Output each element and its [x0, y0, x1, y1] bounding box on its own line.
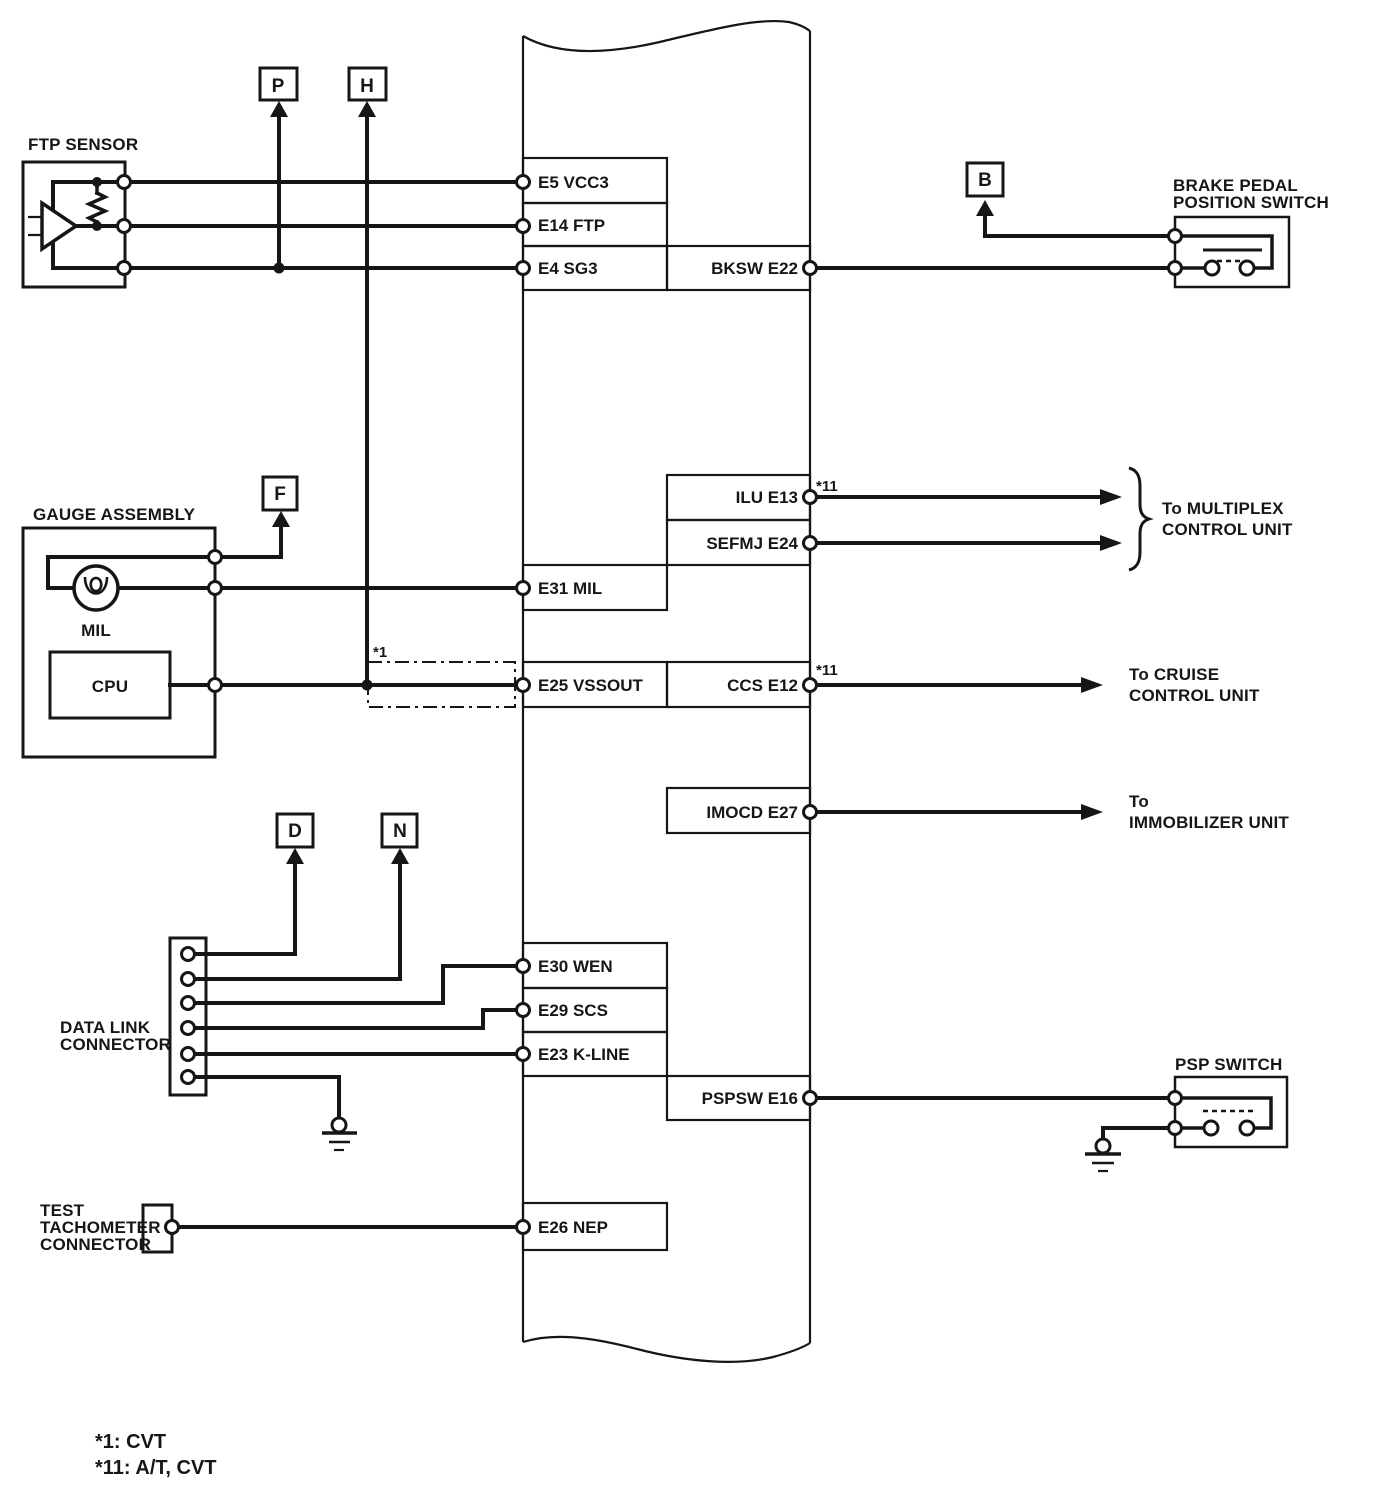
connector-pin	[1169, 1122, 1182, 1135]
connector-pin	[182, 1022, 195, 1035]
ftp-sensor	[23, 135, 523, 287]
ecm-pin	[517, 1221, 530, 1234]
ground-terminal	[332, 1118, 346, 1132]
ecm-pin	[804, 537, 817, 550]
ecm-pin	[517, 679, 530, 692]
resistor-icon	[89, 193, 105, 222]
pin-label-e31: E31 MIL	[538, 579, 603, 598]
ecm-pin	[517, 262, 530, 275]
star11-annotation: *11	[816, 478, 838, 495]
data-link-connector	[60, 814, 523, 1150]
arrow-right-icon	[1100, 489, 1122, 505]
junction-dot	[92, 221, 102, 231]
immobilizer-output	[810, 792, 1289, 832]
ecm-pin	[517, 1048, 530, 1061]
ecm-torn-bottom-edge	[523, 1337, 810, 1362]
pin-label-ilu: ILU E13	[735, 488, 798, 507]
test-tachometer-connector	[40, 1201, 523, 1254]
ecm-pin	[517, 582, 530, 595]
switch-contact	[1240, 261, 1254, 275]
pin-label-e30: E30 WEN	[538, 957, 613, 976]
pin-label-bksw: BKSW E22	[711, 259, 798, 278]
amplifier-icon	[42, 203, 76, 249]
arrow-up-icon	[976, 200, 994, 216]
multiplex-label-line2: CONTROL UNIT	[1162, 520, 1293, 539]
connector-pin	[209, 551, 222, 564]
footnote-1: *1: CVT	[95, 1431, 167, 1453]
ecm-pin	[804, 679, 817, 692]
pin-label-e5: E5 VCC3	[538, 173, 609, 192]
switch-contact	[1205, 261, 1219, 275]
connector-pin	[182, 973, 195, 986]
gauge-assembly	[23, 505, 523, 757]
ecm-pin	[517, 220, 530, 233]
junction-dot	[92, 177, 102, 187]
pin-label-imocd: IMOCD E27	[706, 803, 798, 822]
gauge-assembly-box	[23, 528, 215, 757]
dlc-label-line2: CONNECTOR	[60, 1035, 172, 1054]
pin-label-sefmj: SEFMJ E24	[706, 534, 798, 553]
ref-letter-f: F	[274, 484, 286, 505]
arrow-up-icon	[270, 101, 288, 117]
wire-scs	[188, 1010, 523, 1028]
connector-pin	[182, 948, 195, 961]
ecm-pin-boxes-left	[523, 158, 667, 1250]
arrow-up-icon	[358, 101, 376, 117]
pin-label-e23: E23 K-LINE	[538, 1045, 630, 1064]
switch-contact	[1240, 1121, 1254, 1135]
psp-switch-label: PSP SWITCH	[1175, 1055, 1283, 1074]
pin-label-e14: E14 FTP	[538, 216, 606, 235]
wire-to-ground	[1103, 1128, 1175, 1139]
wire-to-b	[985, 215, 1175, 236]
arrow-right-icon	[1100, 535, 1122, 551]
star1-annotation: *1	[373, 644, 388, 661]
ecm-pin	[804, 1092, 817, 1105]
switch-internal-wire	[1182, 236, 1272, 268]
cruise-label-line2: CONTROL UNIT	[1129, 686, 1260, 705]
ecm-pin	[517, 960, 530, 973]
cruise-output	[810, 662, 1260, 705]
cruise-label-line1: To CRUISE	[1129, 665, 1220, 684]
connector-pin	[118, 262, 131, 275]
ecm-torn-top-edge	[523, 21, 810, 51]
immobilizer-label-line2: IMMOBILIZER UNIT	[1129, 813, 1289, 832]
test-tach-label-line3: CONNECTOR	[40, 1235, 152, 1254]
ecm-pin	[804, 491, 817, 504]
multiplex-output	[810, 468, 1293, 570]
psp-switch	[810, 1055, 1287, 1171]
pin-label-e29: E29 SCS	[538, 1001, 608, 1020]
ecm-pin-boxes-right	[667, 246, 810, 1120]
arrow-right-icon	[1081, 804, 1103, 820]
connector-pin	[118, 176, 131, 189]
arrow-up-icon	[391, 848, 409, 864]
wire-to-d	[188, 864, 295, 954]
amplifier-input-stubs	[28, 217, 42, 235]
arrow-right-icon	[1081, 677, 1103, 693]
switch-internal-wire	[1182, 1098, 1271, 1128]
ground-icon	[1085, 1154, 1121, 1171]
connector-ref-h	[349, 68, 386, 691]
connector-pin	[182, 1048, 195, 1061]
pin-label-e25: E25 VSSOUT	[538, 676, 643, 695]
dlc-label-line1: DATA LINK	[60, 1018, 151, 1037]
connector-pin	[182, 1071, 195, 1084]
ecm-pin	[517, 1004, 530, 1017]
brake-pedal-position-switch	[810, 163, 1329, 287]
ftp-sensor-label: FTP SENSOR	[28, 135, 139, 154]
ref-letter-n: N	[393, 821, 407, 842]
ecm-pin	[517, 176, 530, 189]
wire-wen	[188, 966, 523, 1003]
cpu-label: CPU	[91, 677, 129, 696]
brake-switch-label-line2: POSITION SWITCH	[1173, 193, 1329, 212]
immobilizer-label-line1: To	[1129, 792, 1149, 811]
brake-switch-label-line1: BRAKE PEDAL	[1173, 176, 1298, 195]
ref-letter-h: H	[360, 76, 374, 97]
connector-pin	[1169, 230, 1182, 243]
brace-icon	[1129, 468, 1149, 570]
test-tach-label-line2: TACHOMETER	[40, 1218, 161, 1237]
ref-letter-d: D	[288, 821, 302, 842]
ref-letter-b: B	[978, 170, 992, 191]
multiplex-label-line1: To MULTIPLEX	[1162, 499, 1284, 518]
connector-pin	[118, 220, 131, 233]
connector-pin	[1169, 262, 1182, 275]
arrow-up-icon	[286, 848, 304, 864]
ground-terminal	[1096, 1139, 1110, 1153]
mil-label: MIL	[81, 621, 111, 640]
star11-annotation: *11	[816, 662, 838, 679]
arrow-up-icon	[272, 511, 290, 527]
switch-contact	[1204, 1121, 1218, 1135]
ecm-pin	[804, 262, 817, 275]
ground-icon	[322, 1133, 357, 1150]
connector-pin	[182, 997, 195, 1010]
cvt-option-region	[368, 644, 515, 707]
pin-label-e26: E26 NEP	[538, 1218, 608, 1237]
ecm-pin	[804, 806, 817, 819]
connector-pin	[166, 1221, 179, 1234]
pin-label-ccs: CCS E12	[727, 676, 798, 695]
connector-pin	[209, 679, 222, 692]
pin-label-e4: E4 SG3	[538, 259, 598, 278]
pin-label-pspsw: PSPSW E16	[701, 1089, 798, 1108]
mil-lamp-icon	[74, 566, 118, 610]
junction-dot	[274, 263, 285, 274]
connector-ref-f	[263, 477, 297, 557]
ref-letter-p: P	[271, 76, 285, 97]
footnotes	[95, 1431, 217, 1479]
connector-ref-p	[260, 68, 297, 274]
connector-pin	[209, 582, 222, 595]
gauge-assembly-label: GAUGE ASSEMBLY	[33, 505, 196, 524]
test-tach-label-line1: TEST	[40, 1201, 85, 1220]
footnote-2: *11: A/T, CVT	[95, 1457, 217, 1479]
connector-pin	[1169, 1092, 1182, 1105]
wire-to-ground	[188, 1077, 339, 1118]
